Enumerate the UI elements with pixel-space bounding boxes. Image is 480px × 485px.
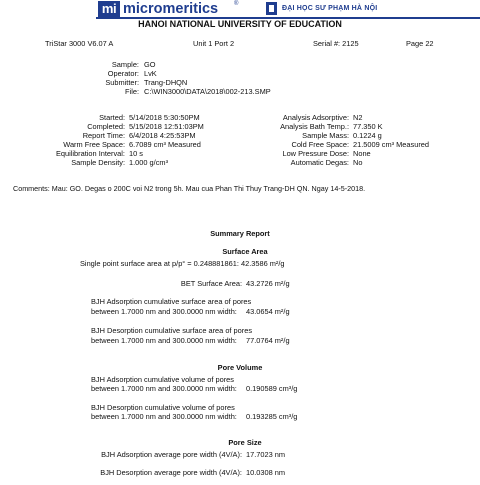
summary-report-title: Summary Report	[210, 229, 270, 238]
cold-free-space-label: Cold Free Space:	[291, 140, 349, 149]
surface-area-title: Surface Area	[222, 247, 268, 256]
bjh-ads-pore-width-value: 17.7023 nm	[246, 450, 286, 459]
bjh-ads-surface-line2: between 1.7000 nm and 300.0000 nm width:	[91, 307, 237, 316]
completed-label: Completed:	[87, 122, 125, 131]
sample-label: Sample:	[111, 60, 139, 69]
university-banner: ĐẠI HỌC SƯ PHẠM HÀ NỘI	[282, 5, 378, 12]
bjh-des-pore-width-label: BJH Desorption average pore width (4V/A):	[100, 468, 242, 477]
bjh-des-volume-value: 0.193285 cm³/g	[246, 412, 298, 421]
file-label: File:	[125, 87, 139, 96]
micromeritics-logo-mark: mi	[98, 1, 120, 17]
single-point-surface-area	[80, 259, 285, 269]
pore-size-title: Pore Size	[228, 438, 262, 447]
serial-number: Serial #: 2125	[313, 39, 359, 48]
bjh-ads-pore-width-label: BJH Adsorption average pore width (4V/A):	[101, 450, 242, 459]
university-logo-icon	[266, 2, 277, 15]
low-pressure-dose-value: None	[353, 149, 371, 158]
bjh-des-volume-line2: between 1.7000 nm and 300.0000 nm width:	[91, 412, 237, 421]
operator-value: LvK	[144, 69, 157, 78]
bjh-ads-volume-line2: between 1.7000 nm and 300.0000 nm width:	[91, 384, 237, 393]
analysis-adsorptive-value: N2	[353, 113, 363, 122]
bjh-des-pore-width-value: 10.0308 nm	[246, 468, 286, 477]
completed-value: 5/15/2018 12:51:03PM	[129, 122, 204, 131]
unit-port: Unit 1 Port 2	[193, 39, 235, 48]
comments: Comments: Mau: GO. Degas o 200C voi N2 trong 5h. Mau cua Phan Thi Thuy Trang-DH QN. Ngay 14-5-2018.	[13, 184, 366, 193]
operator-label: Operator:	[107, 69, 139, 78]
report-time-label: Report Time:	[82, 131, 125, 140]
sample-mass-label: Sample Mass:	[302, 131, 349, 140]
bjh-des-surface-line2: between 1.7000 nm and 300.0000 nm width:	[91, 336, 237, 345]
registered-mark: ®	[234, 1, 239, 7]
instrument-version: TriStar 3000 V6.07 A	[45, 39, 114, 48]
sample-value: GO	[144, 60, 156, 69]
bet-surface-area-value: 43.2726 m²/g	[246, 279, 290, 288]
file-value: C:\WIN3000\DATA\2018\002-213.SMP	[144, 87, 271, 96]
bjh-ads-surface-value: 43.0654 m²/g	[246, 307, 290, 316]
micromeritics-logo-text: micromeritics	[123, 1, 219, 17]
institution-title: HANOI NATIONAL UNIVERSITY OF EDUCATION	[138, 19, 342, 29]
automatic-degas-label: Automatic Degas:	[290, 158, 349, 167]
started-label: Started:	[99, 113, 125, 122]
started-value: 5/14/2018 5:30:50PM	[129, 113, 200, 122]
equilibration-interval-value: 10 s	[129, 149, 143, 158]
page-number: Page 22	[406, 39, 434, 48]
sample-density-value: 1.000 g/cm³	[129, 158, 169, 167]
bjh-ads-surface-line1: BJH Adsorption cumulative surface area of pores	[91, 297, 252, 306]
bjh-ads-volume-value: 0.190589 cm³/g	[246, 384, 298, 393]
equilibration-interval-label: Equilibration Interval:	[55, 149, 125, 158]
submitter-label: Submitter:	[105, 78, 139, 87]
warm-free-space-label: Warm Free Space:	[63, 140, 125, 149]
pore-volume-title: Pore Volume	[217, 363, 263, 372]
report-time-value: 6/4/2018 4:25:53PM	[129, 131, 196, 140]
single-point-value: 42.3586 m²/g	[240, 259, 285, 268]
bjh-ads-volume-line1: BJH Adsorption cumulative volume of pores	[91, 375, 234, 384]
automatic-degas-value: No	[353, 158, 363, 167]
sample-density-label: Sample Density:	[71, 158, 125, 167]
analysis-adsorptive-label: Analysis Adsorptive:	[282, 113, 349, 122]
bjh-des-volume-line1: BJH Desorption cumulative volume of pores	[91, 403, 235, 412]
low-pressure-dose-label: Low Pressure Dose:	[282, 149, 349, 158]
cold-free-space-value: 21.5009 cm³ Measured	[353, 140, 429, 149]
single-point-label: Single point surface area at p/p° = 0.248881861:	[80, 259, 239, 268]
sample-mass-value: 0.1224 g	[353, 131, 382, 140]
bjh-des-surface-value: 77.0764 m²/g	[246, 336, 290, 345]
submitter-value: Trang-DHQN	[144, 78, 188, 87]
analysis-bath-temp-label: Analysis Bath Temp.:	[280, 122, 349, 131]
warm-free-space-value: 6.7089 cm³ Measured	[129, 140, 201, 149]
analysis-bath-temp-value: 77.350 K	[353, 122, 383, 131]
bjh-des-surface-line1: BJH Desorption cumulative surface area of pores	[91, 326, 253, 335]
bet-surface-area-label: BET Surface Area:	[180, 279, 242, 288]
